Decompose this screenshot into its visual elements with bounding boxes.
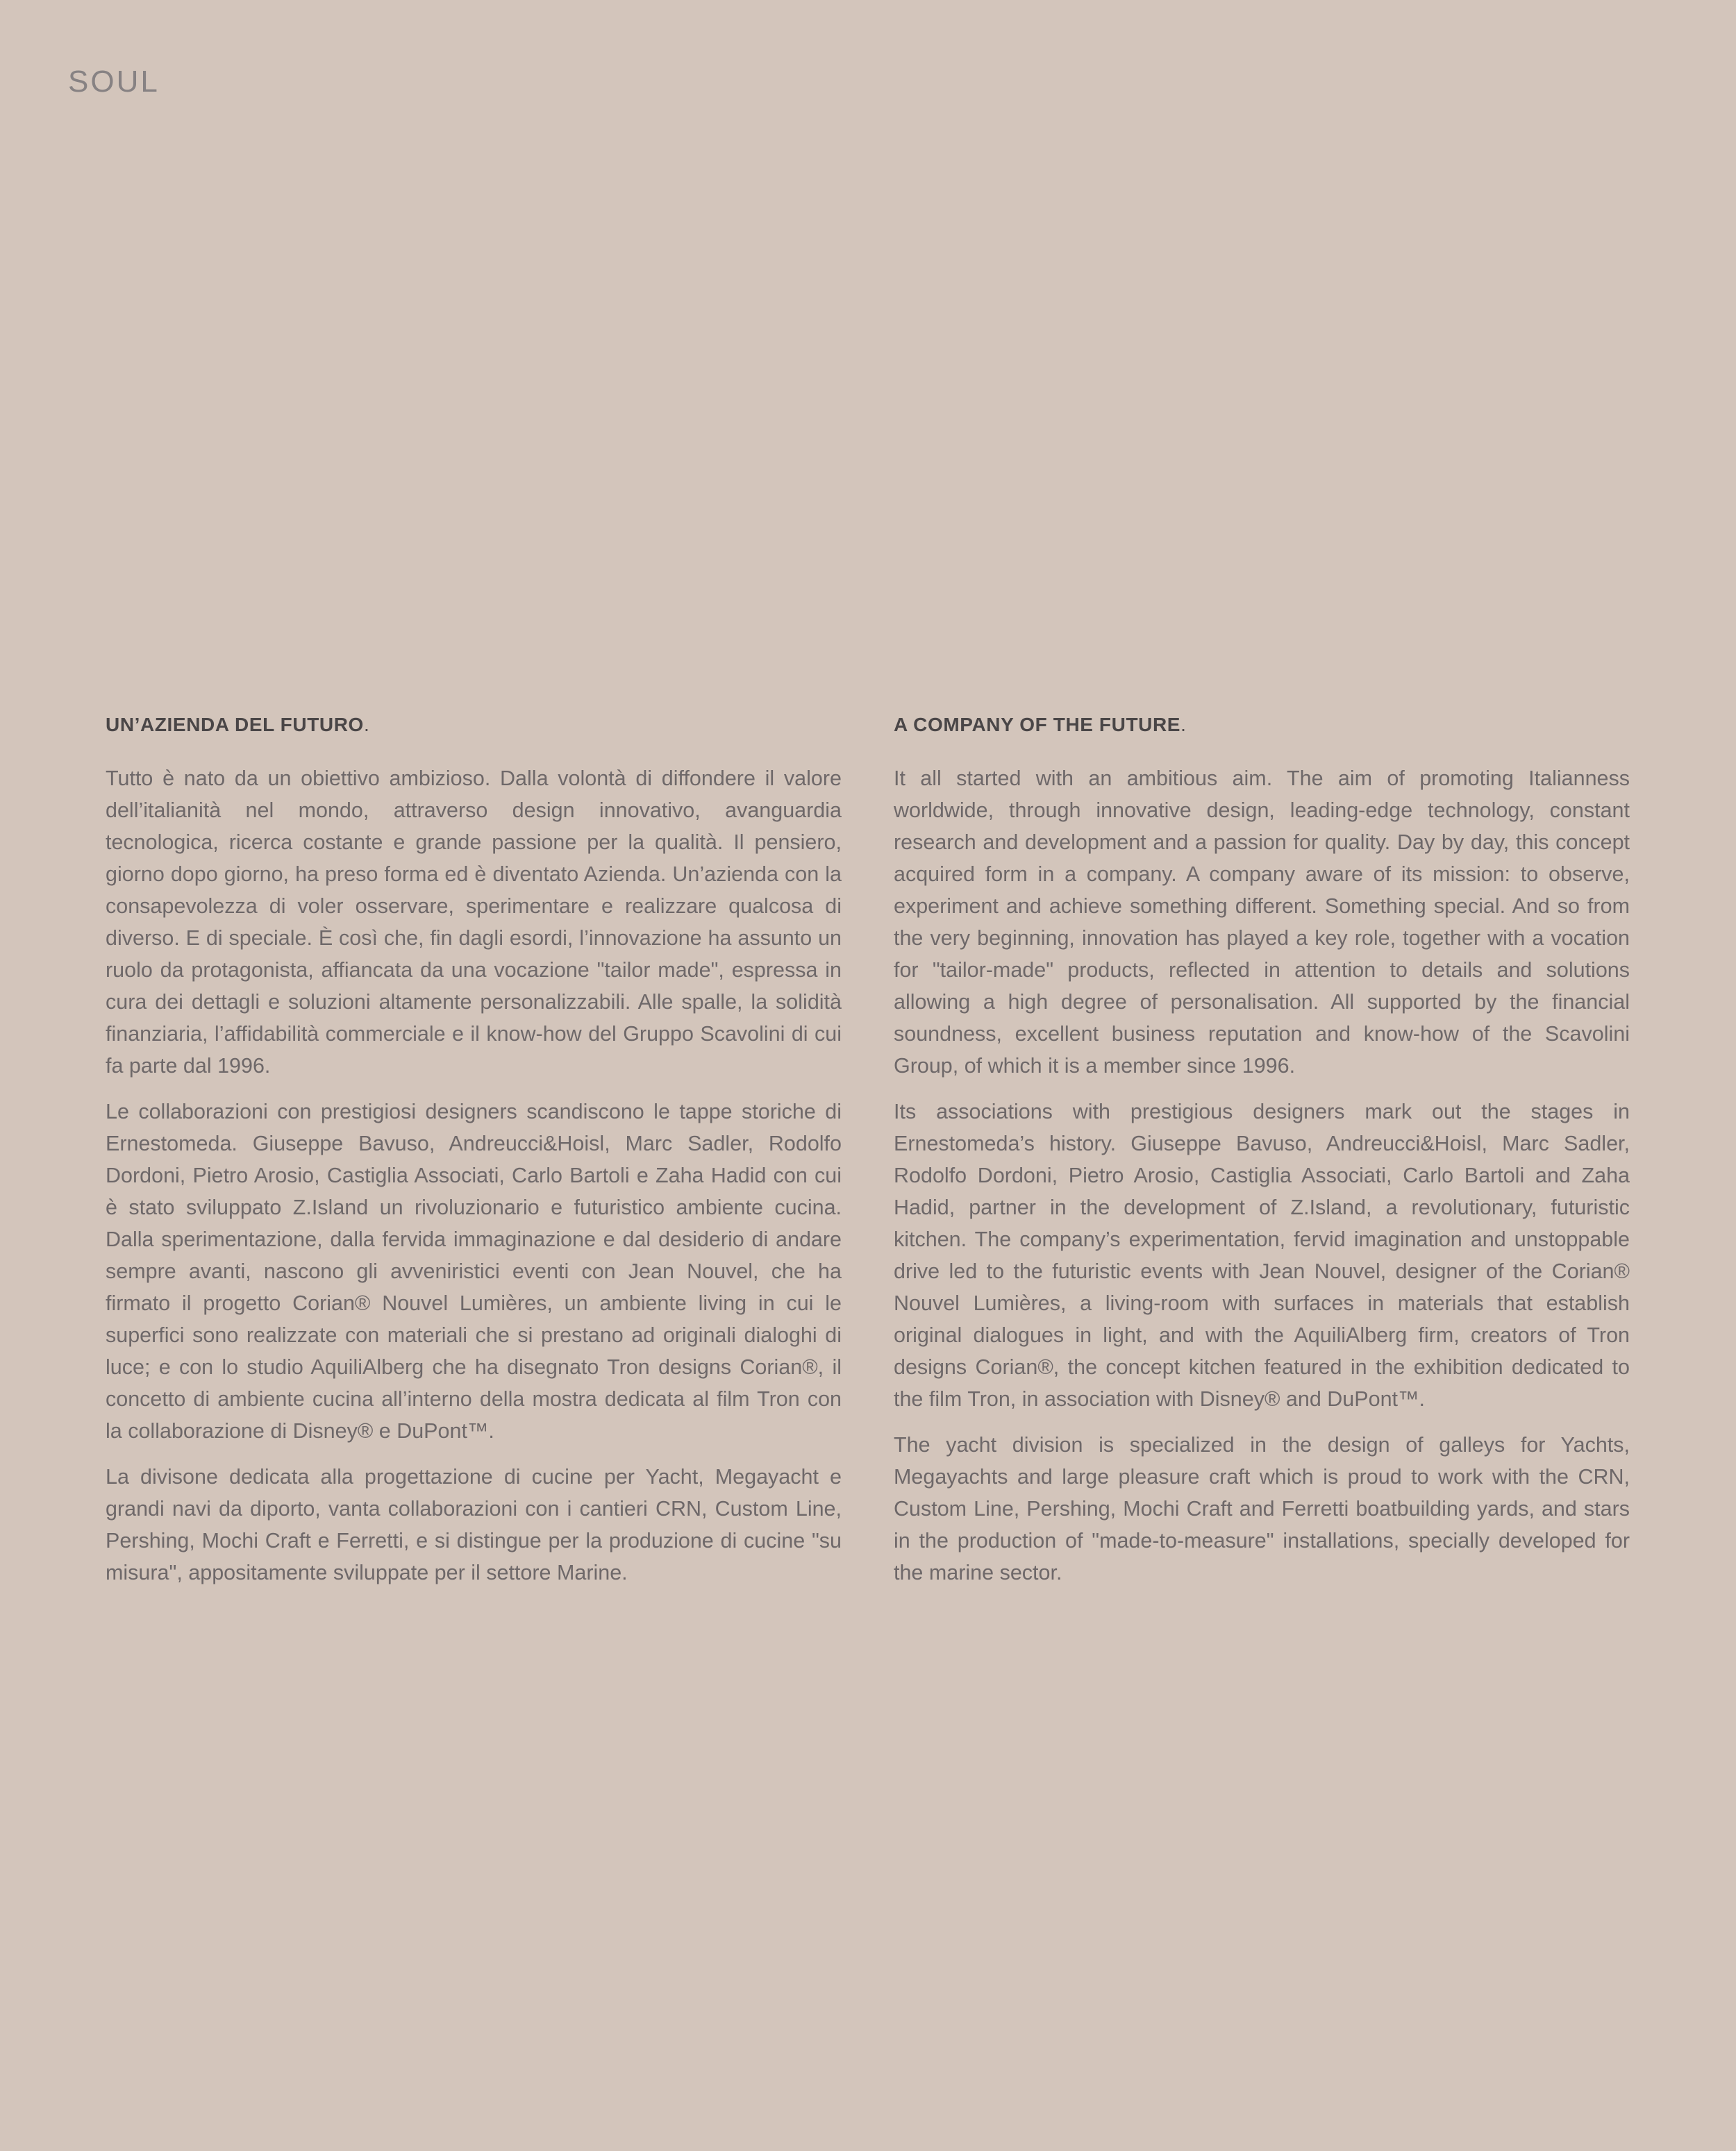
italian-paragraph-3: La divisone dedicata alla progettazione di cucine per Yacht, Megayacht e grandi navi da diporto, vanta collaborazioni con i cantieri CRN, Custom Line, Pershing, Mochi Craft e Ferretti, e si distingue per la produzione di cucine "su misura", appositamente sviluppate per il settore Marine. bbox=[106, 1465, 842, 1584]
italian-heading-period: . bbox=[363, 714, 370, 735]
english-paragraph-3: The yacht division is specialized in the design of galleys for Yachts, Megayachts and large pleasure craft which is proud to work with the CRN, Custom Line, Pershing, Mochi Craft and Ferretti boatbuilding yards, and stars in the production of "made-to-measure" installations, specially developed for the marine sector. bbox=[894, 1433, 1630, 1584]
italian-heading bbox=[106, 710, 842, 740]
italian-heading-text: UN’AZIENDA DEL FUTURO bbox=[106, 714, 364, 735]
english-heading-period: . bbox=[1180, 714, 1187, 735]
english-paragraph-2: Its associations with prestigious designers mark out the stages in Ernestomeda’s history. Giuseppe Bavuso, Andreucci&Hoisl, Marc Sadler, Rodolfo Dordoni, Pietro Arosio, Castiglia Associati, Carlo Bartoli and Zaha Hadid, partner in the development of Z.Island, a revolutionary, futuristic kitchen. The company’s experimentation, fervid imagination and unstoppable drive led to the futuristic events with Jean Nouvel, designer of the Corian® Nouvel Lumières, a living-room with surfaces in materials that establish original dialogues in light, and with the AquiliAlberg firm, creators of Tron designs Corian®, the concept kitchen featured in the exhibition dedicated to the film Tron, in association with Disney® and DuPont™. bbox=[894, 1100, 1630, 1411]
english-heading-text: A COMPANY OF THE FUTURE bbox=[894, 714, 1181, 735]
english-column bbox=[894, 710, 1630, 1602]
brand-logo: SOUL bbox=[68, 65, 160, 99]
english-paragraph-1: It all started with an ambitious aim. The aim of promoting Italianness worldwide, through innovative design, leading-edge technology, constant research and development and a passion for quality. Day by day, this concept acquired form in a company. A company aware of its mission: to observe, experiment and achieve something different. Something special. And so from the very beginning, innovation has played a key role, together with a vocation for "tailor-made" products, reflected in attention to details and solutions allowing a high degree of personalisation. All supported by the financial soundness, excellent business reputation and know-how of the Scavolini Group, of which it is a member since 1996. bbox=[894, 767, 1630, 1078]
italian-column bbox=[106, 710, 842, 1602]
english-heading bbox=[894, 710, 1630, 740]
italian-paragraph-1: Tutto è nato da un obiettivo ambizioso. Dalla volontà di diffondere il valore dell’italianità nel mondo, attraverso design innovativo, avanguardia tecnologica, ricerca costante e grande passione per la qualità. Il pensiero, giorno dopo giorno, ha preso forma ed è diventato Azienda. Un’azienda con la consapevolezza di voler osservare, sperimentare e realizzare qualcosa di diverso. E di speciale. È così che, fin dagli esordi, l’innovazione ha assunto un ruolo da protagonista, affiancata da una vocazione "tailor made", espressa in cura dei dettagli e soluzioni altamente personalizzabili. Alle spalle, la solidità finanziaria, l’affidabilità commerciale e il know-how del Gruppo Scavolini di cui fa parte dal 1996. bbox=[106, 767, 842, 1078]
italian-paragraph-2: Le collaborazioni con prestigiosi designers scandiscono le tappe storiche di Ernestomeda. Giuseppe Bavuso, Andreucci&Hoisl, Marc Sadler, Rodolfo Dordoni, Pietro Arosio, Castiglia Associati, Carlo Bartoli e Zaha Hadid con cui è stato sviluppato Z.Island un rivoluzionario e futuristico ambiente cucina. Dalla sperimentazione, dalla fervida immaginazione e dal desiderio di andare sempre avanti, nascono gli avveniristici eventi con Jean Nouvel, che ha firmato il progetto Corian® Nouvel Lumières, un ambiente living in cui le superfici sono realizzate con materiali che si prestano ad originali dialoghi di luce; e con lo studio AquiliAlberg che ha disegnato Tron designs Corian®, il concetto di ambiente cucina all’interno della mostra dedicata al film Tron con la collaborazione di Disney® e DuPont™. bbox=[106, 1100, 842, 1443]
